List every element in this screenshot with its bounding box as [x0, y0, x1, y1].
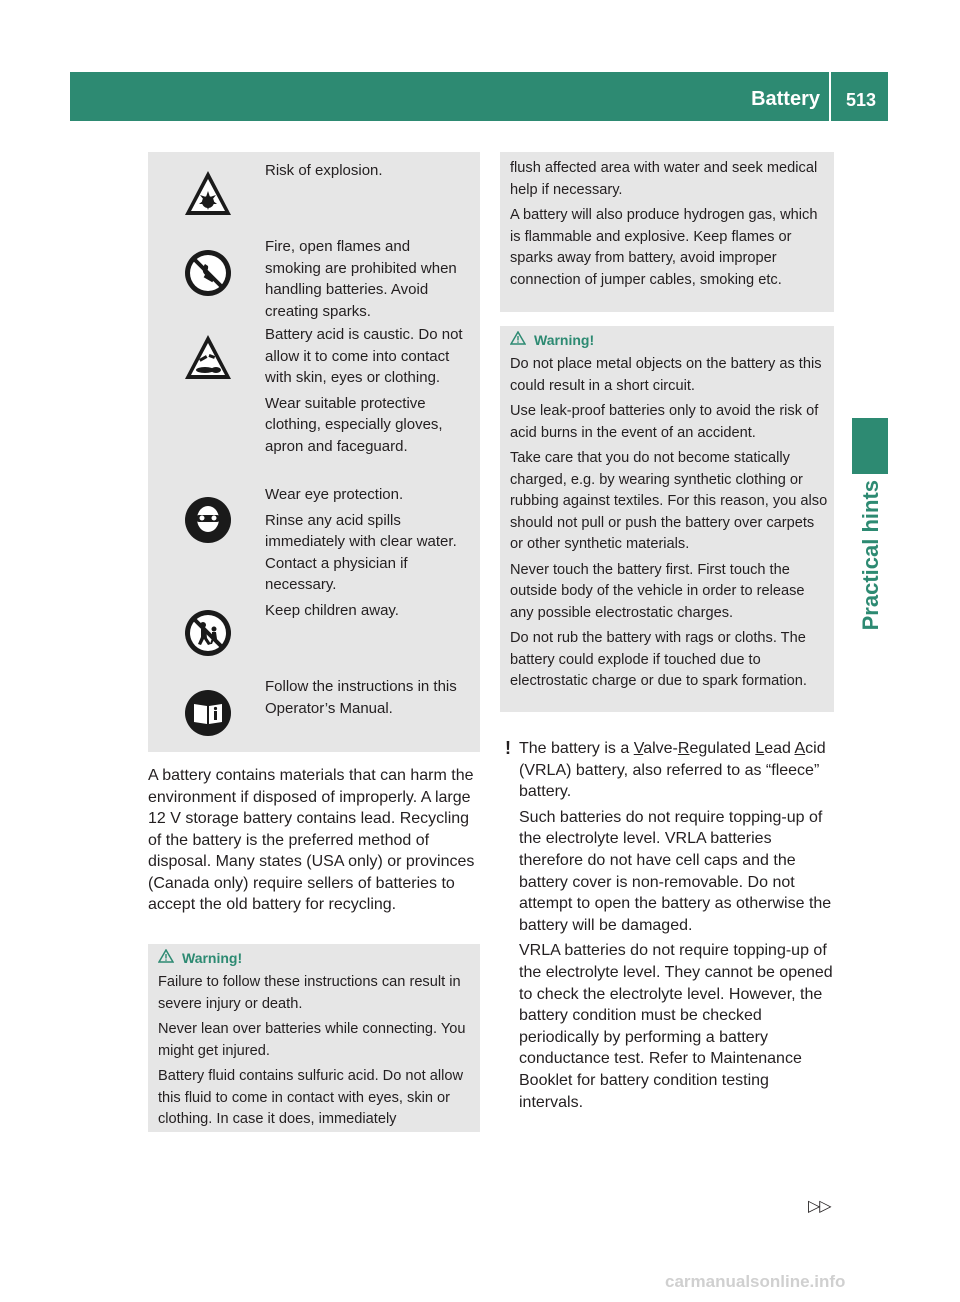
symbol-text [265, 160, 465, 186]
read-manual-icon [183, 688, 233, 738]
symbol-text [265, 676, 465, 723]
section-title: Battery [751, 88, 820, 110]
warning-body [158, 972, 478, 1135]
chapter-tab [852, 418, 888, 474]
warning-heading [158, 949, 242, 966]
note-block [505, 738, 835, 1117]
symbol-description: Battery acid is caustic. Do not allow it to come into contact with skin, eyes or clothing. [265, 326, 463, 386]
symbol-description: Risk of explosion. [265, 162, 383, 179]
warning-box [500, 326, 834, 712]
note-fragment: The battery is a [519, 740, 634, 757]
corrosive-warning-icon [183, 333, 233, 383]
warning-heading-text: Warning! [534, 332, 595, 348]
note-fragment: cid (VRLA) battery, also referred to as “fleece” battery. [519, 740, 826, 801]
safety-symbols-box [148, 152, 480, 752]
symbol-text [265, 484, 465, 600]
warning-heading [510, 331, 594, 348]
symbol-text [265, 236, 465, 326]
warning-paragraph: Do not place metal objects on the battery as this could result in a short circuit. [510, 356, 822, 394]
warning-triangle-icon [510, 331, 526, 348]
watermark: carmanualsonline.info [665, 1272, 846, 1291]
note-paragraph [519, 738, 835, 803]
chapter-label-text: Practical hints [858, 480, 883, 631]
symbol-description: Wear eye protection. [265, 486, 404, 503]
note-fragment: R [677, 740, 690, 757]
warning-paragraph: Battery fluid contains sulfuric acid. Do not allow this fluid to come in contact with eyes, skin or clothing. In case it does, immediately [158, 1068, 463, 1127]
warning-paragraph: Use leak-proof batteries only to avoid the risk of acid burns in the event of an accident. [510, 403, 819, 441]
note-fragment: V [633, 740, 644, 757]
symbol-description: Wear suitable protective clothing, especially gloves, apron and faceguard. [265, 394, 443, 455]
warning-paragraph: Do not rub the battery with rags or cloths. The battery could explode if touched due to electrostatic charge or due to spark formation. [510, 630, 807, 689]
note-text [519, 738, 835, 1113]
warning-paragraph: A battery will also produce hydrogen gas, which is flammable and explosive. Keep flames or sparks away from battery, avoid improper connection of jumper cables, smoking etc. [510, 207, 818, 288]
no-flames-icon [183, 248, 233, 298]
disposal-paragraph: A battery contains materials that can harm the environment if disposed of improperly. A large 12 V storage battery contains lead. Recycling of the battery is the preferred method of disposal. Many states (USA only) or provinces (Canada only) require sellers of batteries to accept the old battery for recycling. [148, 767, 475, 913]
warning-paragraph: Failure to follow these instructions can result in severe injury or death. [158, 974, 461, 1012]
warning-paragraph: flush affected area with water and seek medical help if necessary. [510, 160, 818, 198]
symbol-description: Keep children away. [265, 602, 399, 619]
symbol-description: Rinse any acid spills immediately with clear water. Contact a physician if necessary. [265, 511, 457, 593]
symbol-description: Fire, open flames and smoking are prohibited when handling batteries. Avoid creating sparks. [265, 238, 457, 320]
continued-marker: ▷▷ [808, 1198, 831, 1215]
note-marker-icon: ! [505, 738, 511, 758]
note-fragment: ead [764, 740, 791, 757]
symbol-text [265, 600, 465, 626]
warning-box-continued [500, 152, 834, 312]
note-fragment: A [794, 740, 806, 757]
keep-children-away-icon [183, 608, 233, 658]
page-header [70, 72, 888, 121]
note-paragraph: VRLA batteries do not require topping-up of the electrolyte level. They cannot be opened to check the electrolyte level. However, the battery condition must be checked periodically by performing a battery conductance test. Refer to Maintenance Booklet for battery condition testing intervals. [519, 942, 833, 1111]
explosion-warning-icon [183, 169, 233, 219]
warning-triangle-icon [158, 949, 174, 966]
note-paragraph: Such batteries do not require topping-up of the electrolyte level. VRLA batteries therefore do not have cell caps and the battery cover is non-removable. Do not attempt to open the battery as otherwise the battery will be damaged. [519, 808, 832, 934]
note-fragment: alve- [643, 740, 678, 757]
warning-heading-text: Warning! [182, 950, 243, 966]
chapter-label [856, 480, 886, 660]
warning-body [510, 354, 830, 697]
warning-paragraph: Never lean over batteries while connecting. You might get injured. [158, 1021, 466, 1059]
symbol-description: Follow the instructions in this Operator’s Manual. [265, 678, 457, 717]
warning-box [148, 944, 480, 1132]
header-divider [829, 72, 831, 121]
warning-body [510, 158, 826, 295]
note-fragment: egulated [689, 740, 756, 757]
eye-protection-icon [183, 495, 233, 545]
note-fragment: L [755, 740, 765, 757]
symbol-text [265, 324, 465, 461]
warning-paragraph: Take care that you do not become statically charged, e.g. by wearing synthetic clothing or rubbing against textiles. For this reason, you also should not pull or push the battery over carpets or other synthetic materials. [510, 450, 828, 552]
page-number: 513 [845, 90, 877, 110]
warning-paragraph: Never touch the battery first. First touch the outside body of the vehicle in order to release any possible electrostatic charges. [510, 561, 805, 621]
